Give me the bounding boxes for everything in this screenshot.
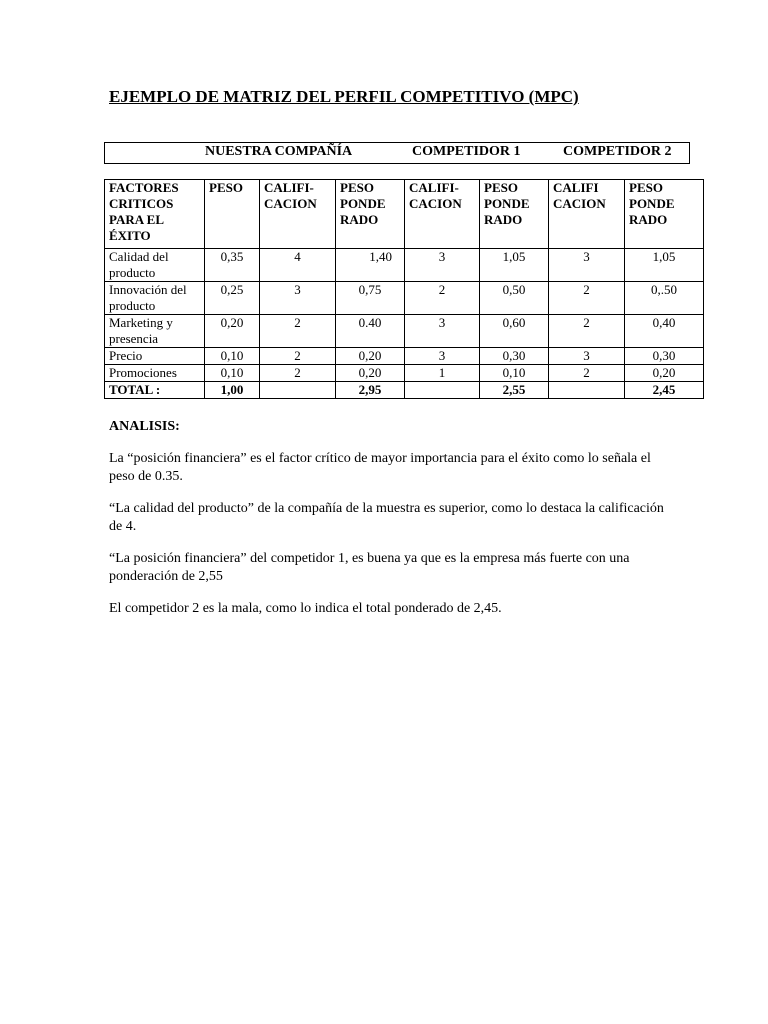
ponderado-cell: 0,60 bbox=[480, 315, 549, 348]
ponderado-cell: 1,05 bbox=[480, 249, 549, 282]
analysis-paragraph: “La calidad del producto” de la compañía de la muestra es superior, como lo destaca la calificación de 4. bbox=[109, 501, 664, 534]
ponderado-cell: 0,40 bbox=[625, 315, 704, 348]
factor-cell: Precio bbox=[105, 348, 205, 365]
ponderado-cell: 1,40 bbox=[336, 249, 405, 282]
ponderado-cell: 0,20 bbox=[336, 348, 405, 365]
analysis-paragraph: El competidor 2 es la mala, como lo indica el total ponderado de 2,45. bbox=[109, 601, 502, 616]
ponderado-cell: 0,20 bbox=[336, 365, 405, 382]
ponderado-cell: 0,30 bbox=[480, 348, 549, 365]
calificacion-cell: 2 bbox=[260, 315, 336, 348]
mpc-table bbox=[104, 179, 704, 399]
peso-cell: 0,20 bbox=[205, 315, 260, 348]
ponderado-cell: 0,30 bbox=[625, 348, 704, 365]
analysis-heading: ANALISIS: bbox=[109, 419, 180, 434]
header-calificacion-1: CALIFI-CACION bbox=[260, 180, 336, 249]
analysis-section bbox=[109, 418, 669, 632]
calificacion-cell: 2 bbox=[260, 348, 336, 365]
ponderado-cell: 0,.50 bbox=[625, 282, 704, 315]
ponderado-cell: 0,10 bbox=[480, 365, 549, 382]
table-row bbox=[105, 348, 704, 365]
total-peso: 1,00 bbox=[205, 382, 260, 399]
company-label-ours: NUESTRA COMPAÑÍA bbox=[205, 144, 353, 159]
calificacion-cell: 2 bbox=[549, 315, 625, 348]
peso-cell: 0,10 bbox=[205, 348, 260, 365]
table-header-row bbox=[105, 180, 704, 249]
peso-cell: 0,25 bbox=[205, 282, 260, 315]
table-row bbox=[105, 365, 704, 382]
calificacion-cell: 3 bbox=[549, 249, 625, 282]
total-ponderado-1: 2,95 bbox=[336, 382, 405, 399]
header-calificacion-3: CALIFI CACION bbox=[549, 180, 625, 249]
calificacion-cell: 4 bbox=[260, 249, 336, 282]
header-peso: PESO bbox=[205, 180, 260, 249]
table-total-row bbox=[105, 382, 704, 399]
header-calificacion-2: CALIFI-CACION bbox=[405, 180, 480, 249]
factor-cell: Innovación del producto bbox=[105, 282, 205, 315]
total-label: TOTAL : bbox=[105, 382, 205, 399]
company-label-competitor-2: COMPETIDOR 2 bbox=[563, 144, 672, 159]
calificacion-cell: 2 bbox=[549, 282, 625, 315]
peso-cell: 0,35 bbox=[205, 249, 260, 282]
header-peso-ponderado-3: PESO PONDE RADO bbox=[625, 180, 704, 249]
ponderado-cell: 0.40 bbox=[336, 315, 405, 348]
calificacion-cell: 3 bbox=[405, 315, 480, 348]
ponderado-cell: 0,75 bbox=[336, 282, 405, 315]
analysis-paragraph: La “posición financiera” es el factor crítico de mayor importancia para el éxito como lo señala el peso de 0.35. bbox=[109, 451, 651, 484]
header-factors: FACTORES CRITICOS PARA EL ÉXITO bbox=[105, 180, 205, 249]
calificacion-cell: 1 bbox=[405, 365, 480, 382]
factor-cell: Promociones bbox=[105, 365, 205, 382]
calificacion-cell: 2 bbox=[405, 282, 480, 315]
ponderado-cell: 1,05 bbox=[625, 249, 704, 282]
calificacion-cell: 3 bbox=[549, 348, 625, 365]
calificacion-cell: 3 bbox=[405, 348, 480, 365]
empty-cell bbox=[260, 382, 336, 399]
page-title: EJEMPLO DE MATRIZ DEL PERFIL COMPETITIVO (MPC) bbox=[109, 87, 579, 106]
calificacion-cell: 2 bbox=[549, 365, 625, 382]
factor-cell: Marketing y presencia bbox=[105, 315, 205, 348]
calificacion-cell: 3 bbox=[260, 282, 336, 315]
ponderado-cell: 0,20 bbox=[625, 365, 704, 382]
calificacion-cell: 3 bbox=[405, 249, 480, 282]
header-peso-ponderado-2: PESO PONDE RADO bbox=[480, 180, 549, 249]
table-row bbox=[105, 315, 704, 348]
analysis-paragraph: “La posición financiera” del competidor 1, es buena ya que es la empresa más fuerte con una ponderación de 2,55 bbox=[109, 551, 630, 584]
company-label-competitor-1: COMPETIDOR 1 bbox=[412, 144, 521, 159]
table-row bbox=[105, 282, 704, 315]
empty-cell bbox=[549, 382, 625, 399]
table-row bbox=[105, 249, 704, 282]
calificacion-cell: 2 bbox=[260, 365, 336, 382]
factor-cell: Calidad del producto bbox=[105, 249, 205, 282]
peso-cell: 0,10 bbox=[205, 365, 260, 382]
header-peso-ponderado-1: PESO PONDE RADO bbox=[336, 180, 405, 249]
total-ponderado-3: 2,45 bbox=[625, 382, 704, 399]
empty-cell bbox=[405, 382, 480, 399]
ponderado-cell: 0,50 bbox=[480, 282, 549, 315]
company-header-box bbox=[104, 142, 690, 164]
total-ponderado-2: 2,55 bbox=[480, 382, 549, 399]
